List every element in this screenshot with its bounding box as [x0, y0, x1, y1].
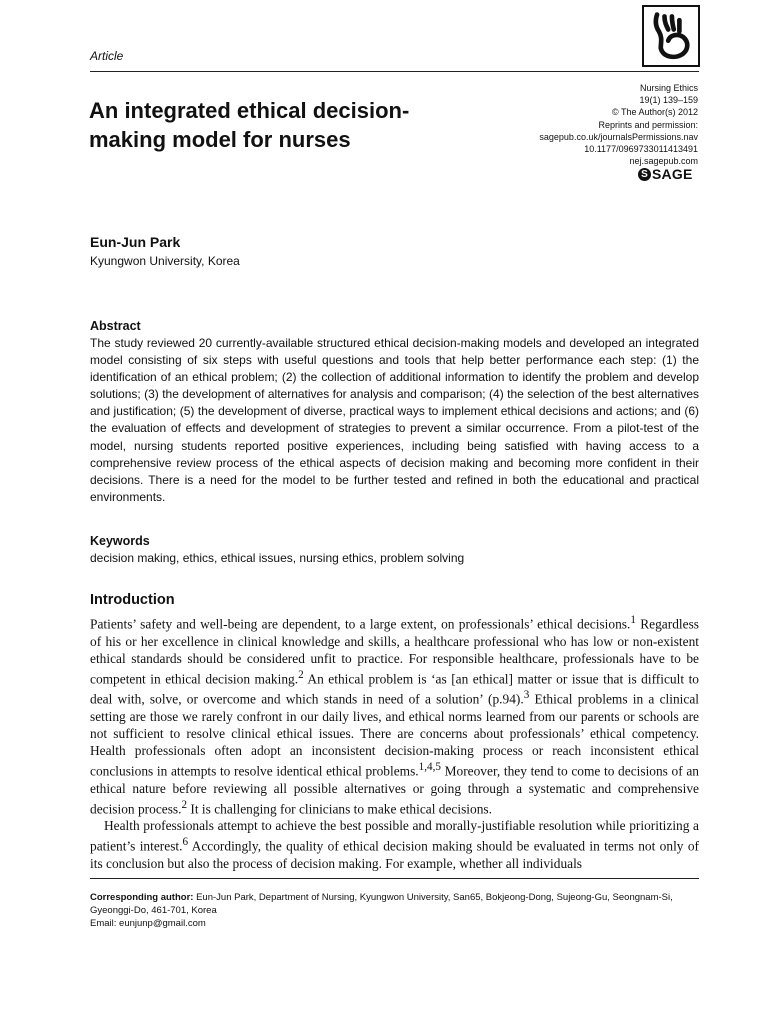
header-divider: [90, 71, 699, 72]
section-label: Article: [90, 49, 124, 63]
sentence: Accordingly, the quality of ethical decision making should be evaluated in terms not only of its conclusion but also the process of decision making. For example, whether all individuals: [90, 838, 699, 872]
footnote-email[interactable]: Email: eunjunp@gmail.com: [90, 918, 206, 930]
footnote-address: Eun-Jun Park, Department of Nursing, Kyungwon University, San65, Bokjeong-Dong, Sujeong-Gu, Seongnam-Si, Gyeonggi-Do, 461-701, Korea: [90, 892, 673, 917]
citation-ref[interactable]: 6: [182, 836, 189, 849]
citation-ref[interactable]: 1,4,5: [418, 761, 441, 774]
sentence: Regardless of his or her excellence in clinical knowledge and skills, a healthcare professional who has low or non-existent ethical standards should be considered unfit to practice. For responsible healthcare, professionals have to be competent in ethical decision making.: [90, 616, 699, 687]
sentence: Patients’ safety and well-being are dependent, to a large extent, on professionals’ ethical decisions.: [90, 616, 631, 632]
author-affiliation: Kyungwon University, Korea: [90, 254, 240, 268]
reprints-label: Reprints and permission:: [598, 119, 698, 130]
citation-ref[interactable]: 3: [523, 689, 530, 702]
publisher-logo: [638, 166, 692, 182]
article-title: An integrated ethical decision-making model for nurses: [89, 98, 410, 152]
journal-metadata: [438, 82, 698, 167]
hand-logo-icon: [644, 7, 698, 65]
doi[interactable]: 10.1177/0969733011413491: [584, 144, 698, 155]
copyright: © The Author(s) 2012: [611, 107, 698, 118]
introduction-body: [90, 612, 699, 872]
journal-name: Nursing Ethics: [639, 83, 698, 93]
introduction-paragraph: [90, 817, 699, 872]
citation-ref[interactable]: 2: [181, 798, 188, 811]
journal-logo: [642, 5, 700, 67]
citation-ref[interactable]: 2: [298, 668, 304, 681]
corresponding-author-note: [90, 891, 699, 931]
sentence: Health professionals attempt to achieve the best possible and morally-justifiable resolution while prioritizing a patient’s interest.: [90, 818, 699, 854]
keywords-text: decision making, ethics, ethical issues, nursing ethics, problem solving: [90, 551, 465, 565]
footnote-divider: [90, 878, 699, 879]
journal-site[interactable]: nej.sagepub.com: [629, 156, 698, 167]
introduction-heading: Introduction: [90, 592, 175, 608]
keywords-heading: Keywords: [90, 534, 150, 548]
journal-volume: 19(1) 139–159: [639, 95, 698, 106]
sentence: It is challenging for clinicians to make ethical decisions.: [187, 801, 492, 817]
footnote-label: Corresponding author:: [90, 892, 194, 903]
citation-ref[interactable]: 1: [630, 614, 636, 626]
sentence: An ethical problem is ‘as [an ethical] matter or issue that is difficult to deal with, solve, or overcome and which stands in need of a solution’ (p.94).: [90, 671, 699, 707]
abstract-text: The study reviewed 20 currently-available structured ethical decision-making models and developed an integrated model consisting of six steps with useful questions and tools that help better performance each step: (1) the identification of an ethical problem; (2) the collection of additional information to identify the problem and develop solutions; (3) the development of alternatives for analysis and comparison; (4) the selection of the best alternatives and justification; (5) the development of diverse, practical ways to implement ethical decisions and actions; and (6) the evaluation of effects and development of strategies to prevent a similar occurrence. From a pilot-test of the model, nursing students reported positive experiences, including being satisfied with having access to a comprehensive review process of the ethical aspects of decision making and becoming more confident in their decisions. There is a need for the model to be further tested and refined in both the educational and practical environments.: [90, 336, 699, 504]
sentence: Ethical problems in a clinical setting are those we rarely confront in our daily lives, and ethical norms learned from our parents or schools are not sufficient to resolve clinical ethical issues. There are concerns about professionals’ ethical competency. Health professionals often adopt an inconsistent decision-making process or reach inconsistent ethical conclusions in attempts to resolve identical ethical problems.: [90, 691, 699, 779]
sentence: Moreover, they tend to come to decisions of an ethical nature before reviewing all possible alternatives or going through a systematic and comprehensive decision process.: [90, 763, 699, 817]
sage-mark-icon: S: [638, 168, 651, 181]
publisher-logo-text: SAGE: [652, 166, 693, 182]
author-name: Eun-Jun Park: [90, 234, 181, 250]
abstract-heading: Abstract: [90, 319, 141, 333]
permissions-link[interactable]: sagepub.co.uk/journalsPermissions.nav: [539, 131, 698, 142]
introduction-paragraph: [90, 612, 699, 817]
